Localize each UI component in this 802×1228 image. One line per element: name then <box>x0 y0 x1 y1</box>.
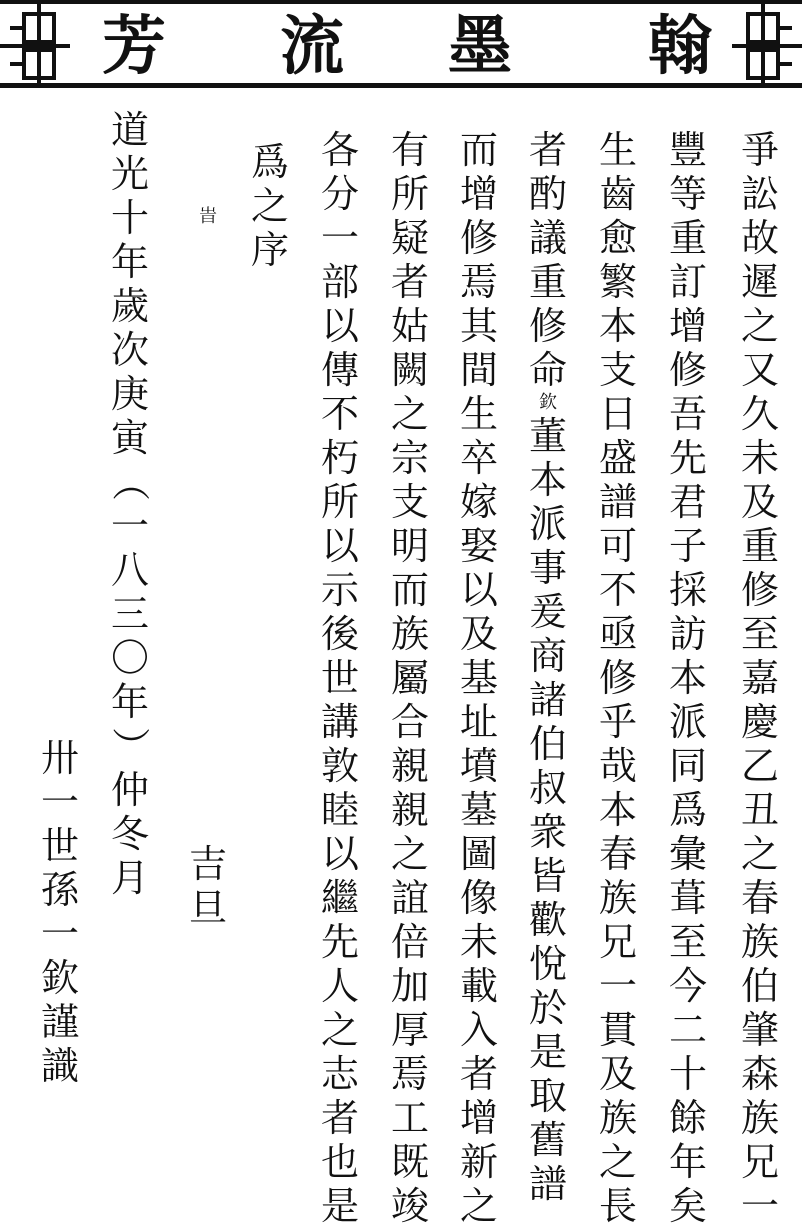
text-column-4 <box>526 128 570 1206</box>
text-char: 及 <box>598 1052 637 1096</box>
text-char: ） <box>108 726 152 765</box>
text-char: 齒 <box>598 172 637 216</box>
text-char: 親 <box>390 788 429 832</box>
text-char: 伯 <box>740 964 779 1008</box>
text-char: 於 <box>528 986 567 1030</box>
text-char: 三 <box>110 592 149 636</box>
text-char: 支 <box>390 480 429 524</box>
text-char: 君 <box>668 480 707 524</box>
text-char: 族 <box>740 920 779 964</box>
text-char: 可 <box>598 524 637 568</box>
text-char: 冬 <box>110 812 149 856</box>
text-char: 本 <box>598 788 637 832</box>
text-char: 兄 <box>598 920 637 964</box>
text-char: 朽 <box>320 436 359 480</box>
text-char: 叔 <box>528 766 567 810</box>
text-char: 十 <box>668 1052 707 1096</box>
text-char: 至 <box>740 612 779 656</box>
text-char: 世 <box>40 824 79 868</box>
text-char: 宗 <box>390 436 429 480</box>
text-char: 也 <box>320 1140 359 1184</box>
text-char: 睦 <box>320 788 359 832</box>
text-char: 仲 <box>110 768 149 812</box>
text-column-6 <box>388 128 432 1228</box>
text-char: 分 <box>320 172 359 216</box>
text-char: 二 <box>668 1008 707 1052</box>
header-band <box>0 0 802 88</box>
text-char: 歲 <box>110 284 149 328</box>
text-char: 序 <box>250 228 289 272</box>
text-char: 兄 <box>740 1140 779 1184</box>
text-char: 識 <box>40 1044 79 1088</box>
text-char: 傳 <box>320 348 359 392</box>
text-char: 之 <box>740 304 779 348</box>
text-char: 嘉 <box>740 656 779 700</box>
text-char: 春 <box>740 876 779 920</box>
text-char: 族 <box>390 612 429 656</box>
text-char: 葺 <box>668 876 707 920</box>
text-char: 族 <box>598 1096 637 1140</box>
text-char: 餘 <box>668 1096 707 1140</box>
text-char: 者 <box>320 1096 359 1140</box>
text-char: 世 <box>320 656 359 700</box>
text-char: 者 <box>528 128 567 172</box>
text-char: 伯 <box>528 722 567 766</box>
text-char: 修 <box>459 216 498 260</box>
text-char: 厚 <box>390 1008 429 1052</box>
text-char: 疑 <box>390 216 429 260</box>
text-char: 竣 <box>390 1184 429 1228</box>
text-char: 光 <box>110 152 149 196</box>
text-char: 及 <box>459 612 498 656</box>
text-char: 像 <box>459 876 498 920</box>
text-char: 春 <box>598 832 637 876</box>
text-char: 長 <box>598 1184 637 1228</box>
text-char: 合 <box>390 700 429 744</box>
text-char: 命 <box>528 348 567 392</box>
text-char: 未 <box>740 436 779 480</box>
text-char: 不 <box>320 392 359 436</box>
text-char: 先 <box>320 920 359 964</box>
text-char: 示 <box>320 568 359 612</box>
text-char: 是 <box>320 1184 359 1228</box>
text-char: 年 <box>668 1140 707 1184</box>
text-char: 一 <box>40 780 79 824</box>
text-char: 商 <box>528 634 567 678</box>
text-char: 修 <box>528 304 567 348</box>
text-char: 倍 <box>390 920 429 964</box>
text-char: 屬 <box>390 656 429 700</box>
text-char: 族 <box>740 1096 779 1140</box>
text-char: 道 <box>110 108 149 152</box>
text-char: 間 <box>459 348 498 392</box>
text-char: 衆 <box>528 810 567 854</box>
text-char: 焉 <box>459 260 498 304</box>
text-char: 爭 <box>740 128 779 172</box>
text-char: 十 <box>110 196 149 240</box>
text-char: （ <box>108 462 152 501</box>
text-char: 各 <box>320 128 359 172</box>
text-char: 訪 <box>668 612 707 656</box>
text-char: 爲 <box>668 788 707 832</box>
text-char: 部 <box>320 260 359 304</box>
text-char: 一 <box>740 1184 779 1228</box>
text-char: 是 <box>528 1030 567 1074</box>
header-char-1: 翰 <box>648 9 712 84</box>
text-char: 址 <box>459 700 498 744</box>
text-char: 而 <box>459 128 498 172</box>
text-column-10 <box>108 108 152 900</box>
text-char: 等 <box>668 172 707 216</box>
text-char: 皆 <box>528 854 567 898</box>
text-char: 〇 <box>110 636 149 680</box>
text-char: 之 <box>390 392 429 436</box>
text-char: 一 <box>110 504 149 548</box>
text-char: 而 <box>390 568 429 612</box>
text-char: 月 <box>110 856 149 900</box>
text-column-7 <box>318 128 362 1228</box>
text-char: 子 <box>668 524 707 568</box>
text-char: 及 <box>740 480 779 524</box>
text-char: 者 <box>390 260 429 304</box>
text-char: 諸 <box>528 678 567 722</box>
text-char: 孫 <box>40 868 79 912</box>
text-char: 者 <box>459 1052 498 1096</box>
text-char: 寅 <box>110 416 149 460</box>
text-char: 支 <box>598 348 637 392</box>
text-char: 人 <box>320 964 359 1008</box>
text-char: 哉 <box>598 744 637 788</box>
text-char: 一 <box>320 216 359 260</box>
text-char: 先 <box>668 436 707 480</box>
text-char: 工 <box>390 1096 429 1140</box>
text-char: 取 <box>528 1074 567 1118</box>
text-char: 卅 <box>40 736 79 780</box>
text-column-9 <box>186 206 230 930</box>
text-char: 增 <box>459 1096 498 1140</box>
text-char: 後 <box>320 612 359 656</box>
text-char: 生 <box>598 128 637 172</box>
text-char: 重 <box>528 260 567 304</box>
text-column-11 <box>38 736 82 1088</box>
header-char-4: 芳 <box>102 9 166 84</box>
header-char-2: 墨 <box>448 9 512 84</box>
text-char: 故 <box>740 216 779 260</box>
text-char: 訟 <box>740 172 779 216</box>
text-char: 重 <box>740 524 779 568</box>
text-char: 派 <box>528 502 567 546</box>
text-char: 修 <box>598 656 637 700</box>
text-char: 慶 <box>740 700 779 744</box>
text-char: 議 <box>528 216 567 260</box>
text-char: 所 <box>320 480 359 524</box>
text-char: 焉 <box>390 1052 429 1096</box>
text-column-3 <box>596 128 640 1228</box>
text-char: 之 <box>598 1140 637 1184</box>
text-char: 之 <box>459 1184 498 1228</box>
text-char: 遲 <box>740 260 779 304</box>
text-column-5 <box>457 128 501 1228</box>
text-char: 乎 <box>598 700 637 744</box>
text-char: 加 <box>390 964 429 1008</box>
text-char: 墳 <box>459 744 498 788</box>
text-char: 繁 <box>598 260 637 304</box>
text-char: 年 <box>110 240 149 284</box>
text-char: 譜 <box>528 1162 567 1206</box>
text-char: 日 <box>598 392 637 436</box>
text-char: 親 <box>390 744 429 788</box>
fret-ornament-right-icon <box>732 4 802 88</box>
text-char: 肇 <box>740 1008 779 1052</box>
text-char: 庚 <box>110 372 149 416</box>
text-char: 丑 <box>740 788 779 832</box>
text-char: 派 <box>668 700 707 744</box>
text-char: 愈 <box>598 216 637 260</box>
text-char: 矣 <box>668 1184 707 1228</box>
text-char: 欽 <box>539 392 557 413</box>
text-char: 吾 <box>668 392 707 436</box>
text-char: 酌 <box>528 172 567 216</box>
text-char: 誼 <box>390 876 429 920</box>
text-char: 娶 <box>459 524 498 568</box>
text-column-2 <box>666 128 710 1228</box>
text-char: 吉 <box>188 842 227 886</box>
text-char: 欽 <box>40 956 79 1000</box>
text-char: 旦 <box>188 886 227 930</box>
text-char: 本 <box>528 458 567 502</box>
text-char: 盛 <box>598 436 637 480</box>
text-char: 年 <box>110 680 149 724</box>
text-char: 同 <box>668 744 707 788</box>
text-char: 訂 <box>668 260 707 304</box>
text-char: 本 <box>598 304 637 348</box>
text-char: 八 <box>110 548 149 592</box>
text-char: 之 <box>740 832 779 876</box>
text-char: 之 <box>250 184 289 228</box>
fret-ornament-left-icon <box>0 4 70 88</box>
text-char: 又 <box>740 348 779 392</box>
text-char: 不 <box>598 568 637 612</box>
text-char: 之 <box>390 832 429 876</box>
text-char: 生 <box>459 392 498 436</box>
text-char: 講 <box>320 700 359 744</box>
text-char: 久 <box>740 392 779 436</box>
text-char: 以 <box>320 304 359 348</box>
text-char: 既 <box>390 1140 429 1184</box>
text-char: 舊 <box>528 1118 567 1162</box>
text-char: 一 <box>598 964 637 1008</box>
text-column-8 <box>248 140 292 272</box>
text-char: 敦 <box>320 744 359 788</box>
text-char: 增 <box>668 304 707 348</box>
text-char: 修 <box>740 568 779 612</box>
text-char: 一 <box>40 912 79 956</box>
text-column-1 <box>738 128 782 1228</box>
text-char: 志 <box>320 1052 359 1096</box>
text-char: 悅 <box>528 942 567 986</box>
text-char: 貫 <box>598 1008 637 1052</box>
text-char: 族 <box>598 876 637 920</box>
text-char: 彙 <box>668 832 707 876</box>
text-char: 卒 <box>459 436 498 480</box>
text-char: 未 <box>459 920 498 964</box>
text-char: 其 <box>459 304 498 348</box>
text-char: 亟 <box>598 612 637 656</box>
text-char: 爲 <box>250 140 289 184</box>
text-char: 入 <box>459 1008 498 1052</box>
text-char: 墓 <box>459 788 498 832</box>
text-char: 今 <box>668 964 707 1008</box>
text-char: 以 <box>320 524 359 568</box>
text-char: 豐 <box>668 128 707 172</box>
text-char: 新 <box>459 1140 498 1184</box>
text-char: 本 <box>668 656 707 700</box>
text-char: 繼 <box>320 876 359 920</box>
text-char: 圖 <box>459 832 498 876</box>
text-char: 重 <box>668 216 707 260</box>
text-char: 之 <box>320 1008 359 1052</box>
text-char: 嫁 <box>459 480 498 524</box>
text-char: 所 <box>390 172 429 216</box>
text-char: 修 <box>668 348 707 392</box>
text-char: 爰 <box>528 590 567 634</box>
text-char: 載 <box>459 964 498 1008</box>
text-char: 謹 <box>40 1000 79 1044</box>
text-char: 採 <box>668 568 707 612</box>
text-char: 歡 <box>528 898 567 942</box>
text-char: 以 <box>320 832 359 876</box>
text-char: 乙 <box>740 744 779 788</box>
text-char: 增 <box>459 172 498 216</box>
header-char-3: 流 <box>280 9 344 84</box>
text-char: 譜 <box>598 480 637 524</box>
text-char: 姑 <box>390 304 429 348</box>
text-char: 基 <box>459 656 498 700</box>
text-char: 次 <box>110 328 149 372</box>
text-char: 事 <box>528 546 567 590</box>
text-char: 以 <box>459 568 498 612</box>
text-char: 旹 <box>199 206 217 227</box>
text-char: 森 <box>740 1052 779 1096</box>
text-char: 董 <box>528 414 567 458</box>
text-char: 至 <box>668 920 707 964</box>
text-char: 有 <box>390 128 429 172</box>
text-char: 闕 <box>390 348 429 392</box>
text-char: 明 <box>390 524 429 568</box>
